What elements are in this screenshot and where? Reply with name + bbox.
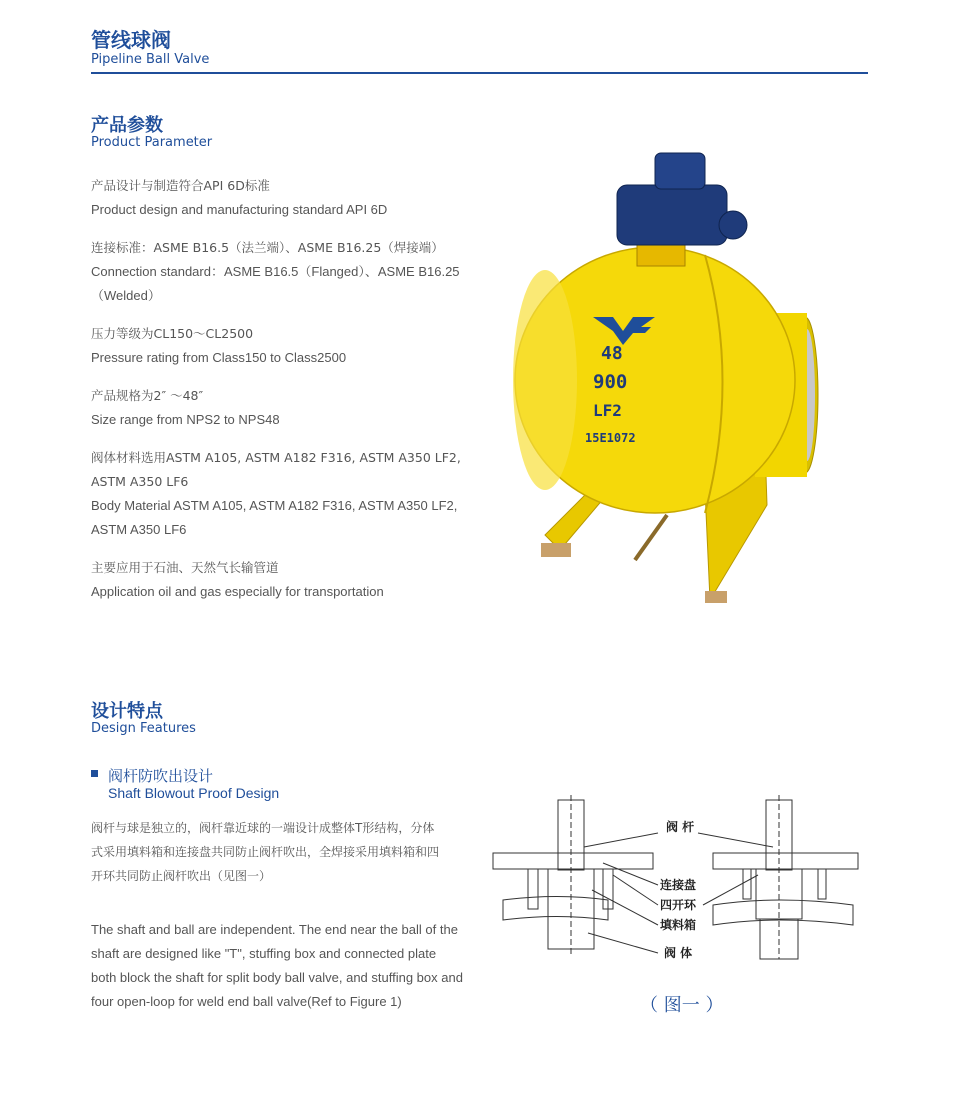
desc-line: four open-loop for weld end ball valve(Ref to Figure 1) [91,994,402,1009]
right-bolt [818,869,826,899]
right-bolt [743,869,751,899]
param-item [91,446,491,542]
param-cn: 产品规格为2″ ～48″ [91,388,204,403]
param-en: （Welded） [91,288,161,303]
label-connection-plate: 连接盘 [660,878,697,892]
section-subtitle-features: Design Features [91,721,196,736]
param-item [91,174,491,222]
param-cn: 产品设计与制造符合API 6D标准 [91,178,270,193]
gearbox [617,185,727,245]
label-shaft: 阀 杆 [666,820,695,834]
desc-line: 阀杆与球是独立的，阀杆靠近球的一端设计成整体T形结构，分体 [91,821,435,835]
feature-desc-en [91,918,471,1014]
feature-title-cn: 阀杆防吹出设计 [108,767,214,785]
param-item [91,322,491,370]
body-highlight [513,270,577,490]
desc-line: shaft are designed like "T", stuffing box and connected plate [91,946,437,961]
section-title-parameter: 产品参数 [91,115,163,136]
feature-title-en: Shaft Blowout Proof Design [108,785,280,801]
param-en: Product design and manufacturing standard API 6D [91,202,388,217]
param-item [91,236,491,308]
right-flange [713,853,858,869]
bullet-square-icon [91,770,98,777]
left-body-section [503,897,608,921]
pipeline-ball-valve-image [505,145,825,610]
param-en: Connection standard：ASME B16.5（Flanged）、ASME B16.25 [91,264,460,279]
param-cn: 连接标准：ASME B16.5（法兰端）、ASME B16.25（焊接端） [91,240,444,255]
handwheel-box [655,153,705,189]
desc-line: 开环共同防止阀杆吹出（见图一） [91,869,272,883]
label-body: 阀 体 [664,946,693,960]
marking-class: 900 [593,371,628,393]
marking-serial: 15E1072 [585,431,636,445]
left-bolt [528,869,538,909]
label-stuffing-box: 填料箱 [660,918,697,932]
marking-material: LF2 [593,401,622,420]
feature-desc-cn [91,816,471,888]
desc-line: 式采用填料箱和连接盘共同防止阀杆吹出，全焊接采用填料箱和四 [91,845,440,859]
lifting-bar [635,515,667,560]
right-body-section [713,900,853,925]
page-title: 管线球阀 [91,28,171,52]
param-cn: 阀体材料选用ASTM A105, ASTM A182 F316, ASTM A350 LF2, [91,450,461,465]
left-flange [493,853,653,869]
param-en: Application oil and gas especially for transportation [91,584,384,599]
param-item [91,556,491,604]
param-en: Pressure rating from Class150 to Class2500 [91,350,347,365]
param-cn: 压力等级为CL150～CL2500 [91,326,254,341]
section-subtitle-parameter: Product Parameter [91,135,213,150]
page-subtitle: Pipeline Ball Valve [91,52,210,67]
stand-foot [705,591,727,603]
param-en: ASTM A350 LF6 [91,522,187,537]
param-en: Size range from NPS2 to NPS48 [91,412,280,427]
stand-foot [541,543,571,557]
param-cn: 主要应用于石油、天然气长输管道 [91,560,279,575]
param-en: Body Material ASTM A105, ASTM A182 F316, ASTM A350 LF2, [91,498,458,513]
parameter-list [91,174,491,604]
desc-line: both block the shaft for split body ball valve, and stuffing box and [91,970,463,985]
gearbox-cap [719,211,747,239]
label-four-open-ring: 四开环 [660,898,697,912]
param-cn: ASTM A350 LF6 [91,474,189,489]
marking-size: 48 [601,343,623,364]
shaft-blowout-figure [488,795,866,965]
header-rule [91,72,868,74]
section-title-features: 设计特点 [91,701,163,722]
desc-line: The shaft and ball are independent. The end near the ball of the [91,922,458,937]
param-item [91,384,491,432]
figure-caption: （ 图一 ） [640,995,724,1016]
